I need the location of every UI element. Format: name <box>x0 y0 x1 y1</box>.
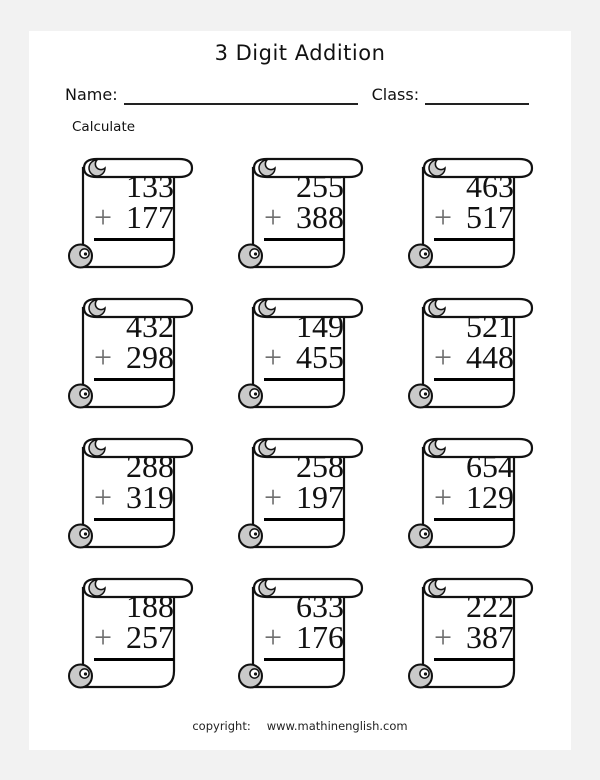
answer-line[interactable] <box>264 658 344 661</box>
addend-bottom: 388 <box>296 199 344 235</box>
addend-bottom: 177 <box>126 199 174 235</box>
plus-sign: + <box>434 479 453 515</box>
problem-card <box>238 576 408 716</box>
addition-problem <box>94 448 174 521</box>
plus-sign: + <box>94 479 113 515</box>
footer <box>29 719 571 733</box>
answer-line[interactable] <box>94 378 174 381</box>
addend-bottom: 257 <box>126 619 174 655</box>
plus-sign: + <box>94 199 113 235</box>
name-label: Name: <box>65 85 118 104</box>
addend-top: 258 <box>296 448 344 484</box>
addition-problem <box>434 308 514 381</box>
addend-bottom: 197 <box>296 479 344 515</box>
addition-problem <box>94 588 174 661</box>
addend-bottom: 517 <box>466 199 514 235</box>
addend-top: 432 <box>126 308 174 344</box>
addition-problem <box>94 168 174 241</box>
plus-sign: + <box>264 479 283 515</box>
problems-grid <box>68 156 578 716</box>
page-title: 3 Digit Addition <box>214 41 386 65</box>
name-class-row <box>65 85 535 105</box>
addend-bottom: 455 <box>296 339 344 375</box>
instruction-label: Calculate <box>72 119 136 135</box>
addend-top: 463 <box>466 168 514 204</box>
addend-bottom: 298 <box>126 339 174 375</box>
answer-line[interactable] <box>264 238 344 241</box>
addition-problem <box>264 588 344 661</box>
addend-bottom: 319 <box>126 479 174 515</box>
problem-card <box>408 156 578 296</box>
plus-sign: + <box>94 619 113 655</box>
addition-problem <box>434 588 514 661</box>
name-blank-line[interactable] <box>124 85 358 105</box>
addend-bottom: 176 <box>296 619 344 655</box>
addition-problem <box>264 308 344 381</box>
addition-problem <box>94 308 174 381</box>
answer-line[interactable] <box>94 518 174 521</box>
answer-line[interactable] <box>434 378 514 381</box>
answer-line[interactable] <box>434 658 514 661</box>
addend-top: 149 <box>296 308 344 344</box>
worksheet-page <box>29 31 571 750</box>
addition-problem <box>434 448 514 521</box>
problem-card <box>68 296 238 436</box>
problem-card <box>238 156 408 296</box>
addend-bottom: 387 <box>466 619 514 655</box>
class-blank-line[interactable] <box>425 85 529 105</box>
answer-line[interactable] <box>94 238 174 241</box>
answer-line[interactable] <box>434 518 514 521</box>
addend-top: 188 <box>126 588 174 624</box>
problem-card <box>238 436 408 576</box>
addend-bottom: 129 <box>466 479 514 515</box>
answer-line[interactable] <box>264 518 344 521</box>
plus-sign: + <box>264 339 283 375</box>
plus-sign: + <box>434 619 453 655</box>
problem-card <box>408 296 578 436</box>
plus-sign: + <box>264 619 283 655</box>
addend-top: 222 <box>466 588 514 624</box>
addition-problem <box>264 448 344 521</box>
answer-line[interactable] <box>264 378 344 381</box>
problem-card <box>68 436 238 576</box>
answer-line[interactable] <box>94 658 174 661</box>
plus-sign: + <box>434 339 453 375</box>
class-label: Class: <box>371 85 420 104</box>
copyright-label: copyright: <box>192 719 251 733</box>
website-text: www.mathinenglish.com <box>266 719 408 733</box>
addend-top: 288 <box>126 448 174 484</box>
plus-sign: + <box>264 199 283 235</box>
addition-problem <box>264 168 344 241</box>
problem-card <box>68 576 238 716</box>
problem-card <box>408 436 578 576</box>
addend-top: 521 <box>466 308 514 344</box>
plus-sign: + <box>434 199 453 235</box>
addend-top: 633 <box>296 588 344 624</box>
addition-problem <box>434 168 514 241</box>
problem-card <box>408 576 578 716</box>
answer-line[interactable] <box>434 238 514 241</box>
addend-top: 255 <box>296 168 344 204</box>
problem-card <box>238 296 408 436</box>
problem-card <box>68 156 238 296</box>
addend-bottom: 448 <box>466 339 514 375</box>
addend-top: 133 <box>126 168 174 204</box>
addend-top: 654 <box>466 448 514 484</box>
plus-sign: + <box>94 339 113 375</box>
